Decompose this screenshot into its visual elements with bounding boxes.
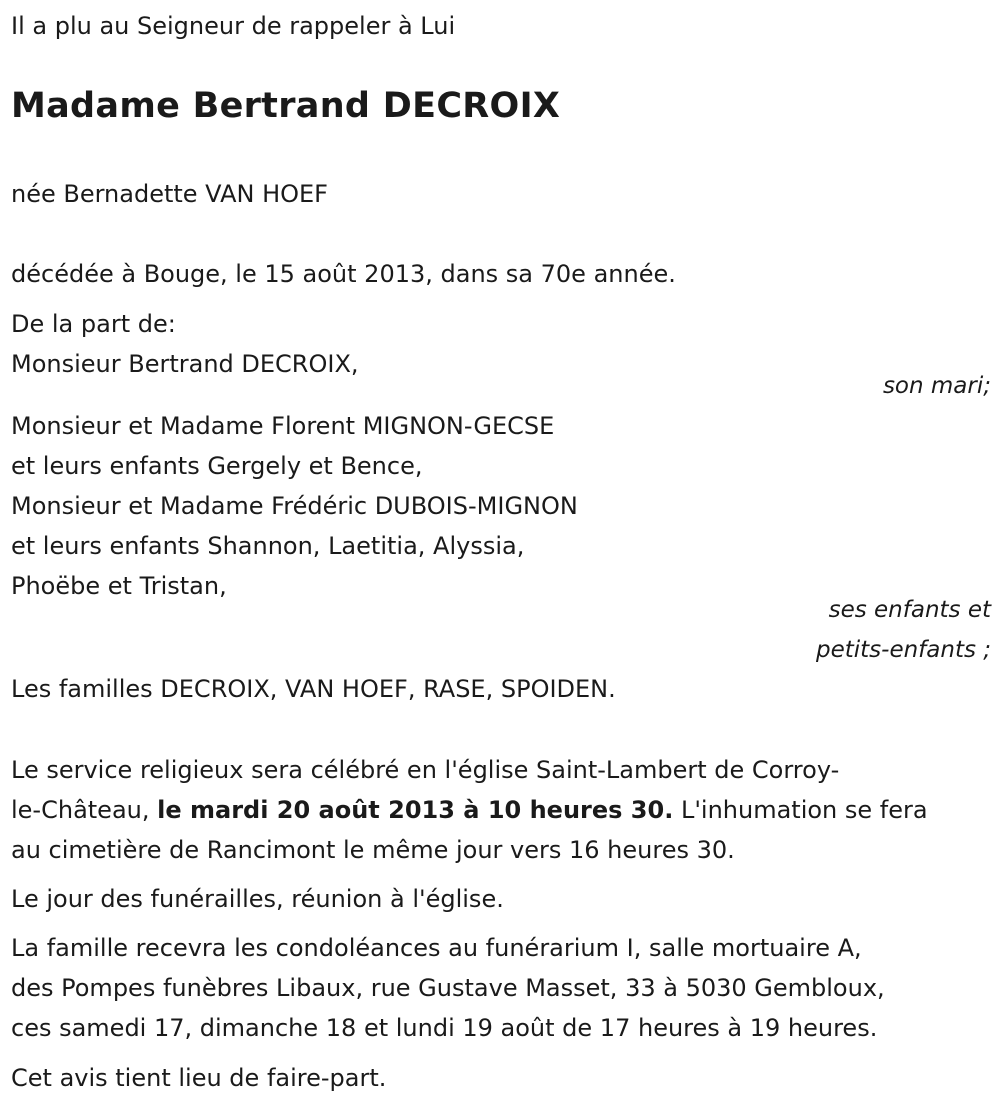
children-line: Monsieur et Madame Frédéric DUBOIS-MIGNON xyxy=(11,492,578,520)
service-line: au cimetière de Rancimont le même jour vers 16 heures 30. xyxy=(11,836,735,864)
intro-text: Il a plu au Seigneur de rappeler à Lui xyxy=(11,12,456,40)
children-line: Phoëbe et Tristan, xyxy=(11,572,227,600)
children-line: Monsieur et Madame Florent MIGNON-GECSE xyxy=(11,412,555,440)
service-date: le mardi 20 août 2013 à 10 heures 30. xyxy=(157,796,674,824)
husband-name: Monsieur Bertrand DECROIX, xyxy=(11,350,359,378)
condolences-line: ces samedi 17, dimanche 18 et lundi 19 août de 17 heures à 19 heures. xyxy=(11,1014,878,1042)
condolences-line: La famille recevra les condoléances au funérarium I, salle mortuaire A, xyxy=(11,934,862,962)
families-text: Les familles DECROIX, VAN HOEF, RASE, SPOIDEN. xyxy=(11,675,616,703)
condolences-line: des Pompes funèbres Libaux, rue Gustave Masset, 33 à 5030 Gembloux, xyxy=(11,974,885,1002)
service-line xyxy=(11,790,928,830)
children-role-line1: ses enfants et xyxy=(828,597,991,623)
children-role-line2: petits-enfants ; xyxy=(815,637,991,663)
service-text: L'inhumation se fera xyxy=(673,796,928,824)
children-line: et leurs enfants Gergely et Bence, xyxy=(11,452,423,480)
deceased-name: Madame Bertrand DECROIX xyxy=(11,86,561,126)
condolences-paragraph xyxy=(11,928,885,1048)
maiden-name: née Bernadette VAN HOEF xyxy=(11,180,328,208)
children-line: et leurs enfants Shannon, Laetitia, Alyssia, xyxy=(11,532,525,560)
death-statement: décédée à Bouge, le 15 août 2013, dans sa 70e année. xyxy=(11,260,676,288)
from-label: De la part de: xyxy=(11,310,176,338)
service-paragraph xyxy=(11,750,928,870)
husband-role: son mari; xyxy=(882,373,991,399)
service-line: Le service religieux sera célébré en l'église Saint-Lambert de Corroy- xyxy=(11,756,840,784)
meeting-text: Le jour des funérailles, réunion à l'église. xyxy=(11,885,504,913)
children-list xyxy=(11,406,578,606)
closing-text: Cet avis tient lieu de faire-part. xyxy=(11,1064,387,1092)
service-text: le-Château, xyxy=(11,796,158,824)
